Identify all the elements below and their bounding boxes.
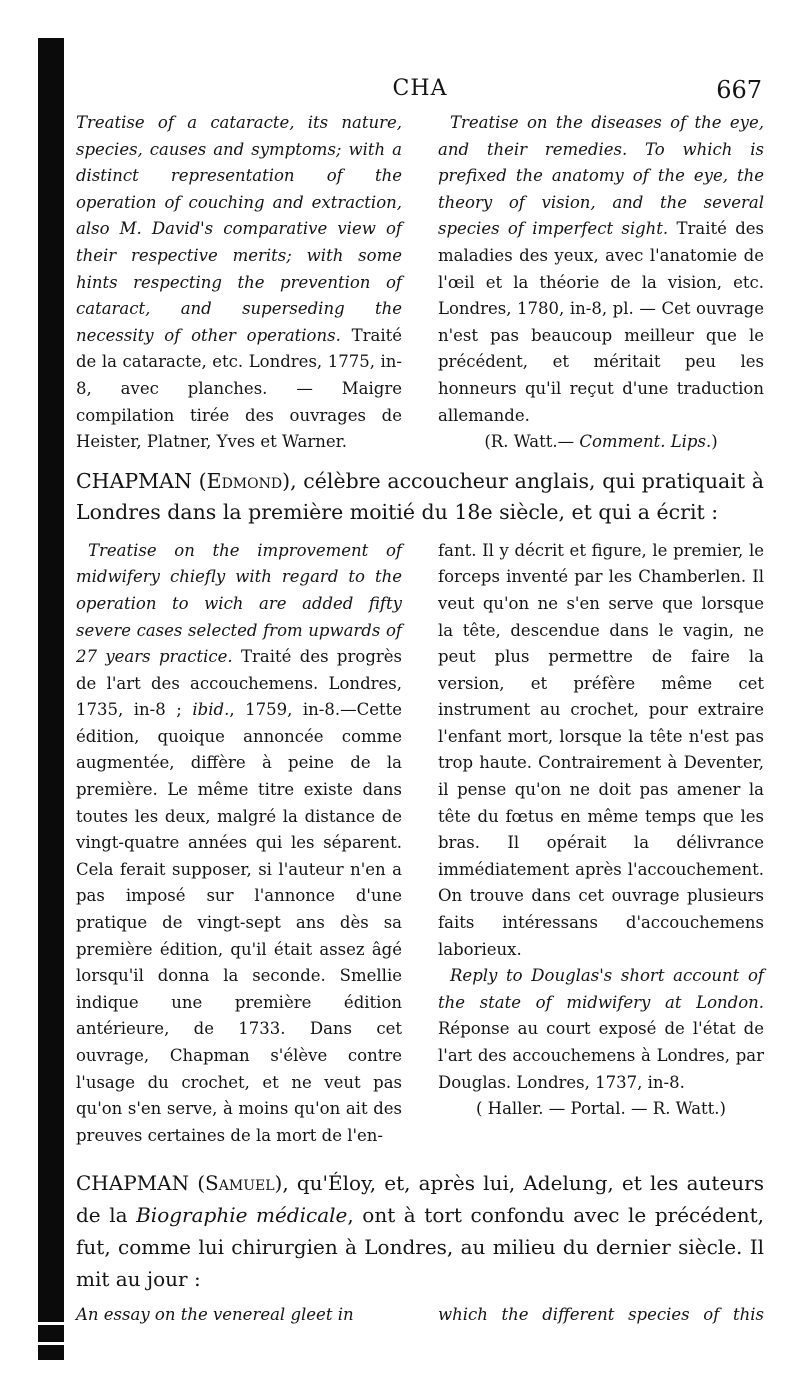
block-midwifery <box>76 538 764 1150</box>
book-description: Traité des maladies des yeux, avec l'anatomie de l'œil et la théorie de la vision, etc. Londres, 1780, in-8, pl. — Cet ouvrage n'est pas beaucoup meilleur que le précédent, et méritait peu les honneurs qu'il reçut d'une traduction allemande. <box>438 219 764 425</box>
entry-given-name: (Samuel) <box>197 1171 283 1196</box>
book-description: Traité de la cataracte, etc. Londres, 1775, in-8, avec planches. — Maigre compilation tirée des ouvrages de Heister, Platner, Yves et Warner. <box>76 325 402 452</box>
left-column <box>76 110 402 456</box>
continued-text: fant. Il y décrit et figure, le premier, le forceps inventé par les Chamberlen. Il veut qu'on ne s'en serve que lorsque la tête, descendue dans le vagin, ne peut plus permettre de faire la version, et préfère même cet instrument au crochet, pour extraire l'enfant mort, lorsque la tête n'est pas trop haute. Contrairement à Deventer, il pense qu'on ne doit pas amener la tête du fœtus en même temps que les bras. Il opérait la délivrance immédiatement après l'accouchement. On trouve dans cet ouvrage plusieurs faits intéressans d'accouchemens laborieux. <box>438 540 764 959</box>
right-column <box>438 110 764 456</box>
book-description: Traité des progrès de l'art des accouchemens. Londres, 1735, in-8 ; <box>76 647 402 720</box>
book-entry <box>438 963 764 1096</box>
entry-samuel <box>76 1167 764 1295</box>
reference <box>438 429 764 456</box>
book-description-cont: , 1759, in-8.—Cette édition, quoique annoncée comme augmentée, diffère à peine de la première. Le même titre existe dans toutes les deux, malgré la distance de vingt-quatre années qui les séparent. Cela ferait supposer, si l'auteur n'en a pas imposé sur l'annonce d'une pratique de vingt-sept ans dès sa première édition, qu'il était assez âgé lorsqu'il donna la seconde. Smellie indique une première édition antérieure, de 1733. Dans cet ouvrage, Chapman s'élève contre l'usage du crochet, et ne veut pas qu'on s'en serve, à moins qu'on ait des preuves certaines de la mort de l'en- <box>76 700 403 1145</box>
entry-text: , qu'Éloy, et, après lui, Adelung, et les auteurs de la <box>76 1171 764 1228</box>
left-column <box>76 538 402 1150</box>
book-title: Treatise on the diseases of the eye, and their remedies. To which is prefixed the anatomy of the eye, the theory of vision, and the several species of imperfect sight. <box>438 113 764 239</box>
book-title: Reply to Douglas's short account of the state of midwifery at London. <box>438 966 764 1012</box>
entry-edmond <box>76 466 764 528</box>
reference: ( Haller. — Portal. — R. Watt.) <box>476 1099 726 1119</box>
last-line-left: An essay on the venereal gleet in <box>76 1305 354 1325</box>
book-entry <box>76 110 402 456</box>
book-title: Treatise of a cataracte, its nature, species, causes and symptoms; with a distinct representation of the operation of couching and extraction, also M. David's comparative view of their respective merits; with some hints respecting the prevention of cataract, and superseding the necessity of other operations. <box>76 113 402 345</box>
block-cataract <box>76 110 764 456</box>
entry-name: CHAPMAN <box>76 1171 190 1196</box>
book-entry <box>76 538 402 1150</box>
running-head: CHA <box>392 76 448 101</box>
reference-open: (R. Watt.— <box>484 432 580 452</box>
margin-fleck <box>38 1322 64 1325</box>
ibid: ibid. <box>192 700 230 720</box>
entry-text: , célèbre accoucheur anglais, qui pratiquait à Londres dans la première moitié du 18e siècle, et qui a écrit : <box>76 468 764 524</box>
margin-fleck <box>38 1342 64 1345</box>
binding-margin <box>38 38 64 1360</box>
book-entry <box>438 110 764 429</box>
last-line <box>76 1305 764 1324</box>
entry-text-cont: , ont à tort confondu avec le précédent, fut, comme lui chirurgien à Londres, au milieu du dernier siècle. Il mit au jour : <box>76 1203 764 1292</box>
entry-given-name: (Edmond) <box>198 468 291 493</box>
book-title: Treatise on the improvement of midwifery chiefly with regard to the operation to wich are added fifty severe cases selected from upwards of 27 years practice. <box>76 540 402 667</box>
entry-italic-title: Biographie médicale <box>136 1203 348 1228</box>
page-number: 667 <box>716 76 762 104</box>
page <box>76 74 764 1325</box>
right-column <box>438 538 764 1150</box>
book-description: Réponse au court exposé de l'état de l'art des accouchemens à Londres, par Douglas. Londres, 1737, in-8. <box>438 1019 764 1092</box>
page-header <box>76 74 764 104</box>
last-line-right: which the different species of this <box>438 1305 764 1325</box>
entry-name: CHAPMAN <box>76 468 192 493</box>
reference-italic: Comment. Lips. <box>579 432 712 452</box>
reference-close: ) <box>711 432 718 452</box>
